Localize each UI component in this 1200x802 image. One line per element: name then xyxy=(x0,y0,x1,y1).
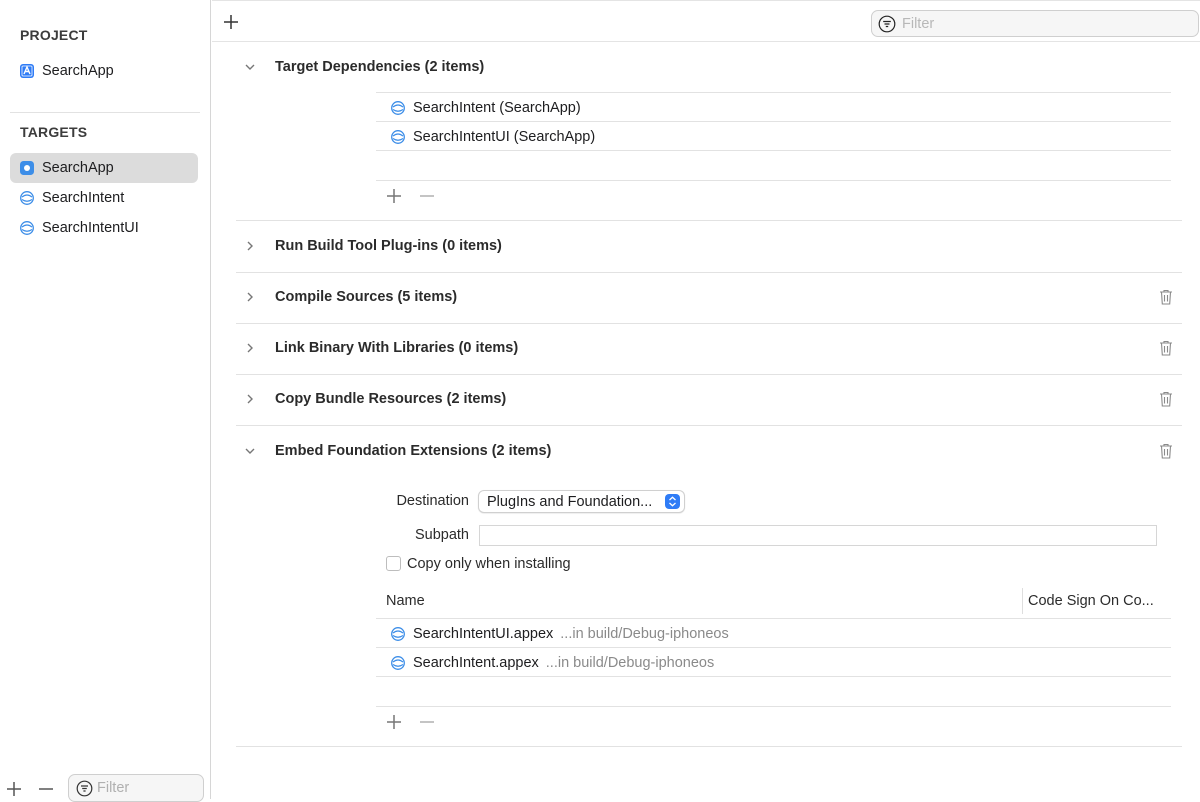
sidebar-item-label: SearchApp xyxy=(42,63,114,79)
column-header-name[interactable]: Name xyxy=(386,593,425,609)
targets-heading: TARGETS xyxy=(20,124,88,140)
subpath-label: Subpath xyxy=(414,527,469,543)
build-phases-toolbar xyxy=(212,0,1200,42)
divider xyxy=(376,180,1171,181)
file-name: SearchIntent.appex xyxy=(413,654,539,671)
sidebar-item-project-searchapp[interactable] xyxy=(10,56,198,86)
add-dependency-button[interactable] xyxy=(385,187,403,205)
section-title: Target Dependencies (2 items) xyxy=(275,59,485,75)
section-run-build-tool-header[interactable] xyxy=(236,231,502,261)
filter-icon xyxy=(76,780,93,797)
section-divider xyxy=(236,746,1182,747)
column-separator xyxy=(1022,588,1023,614)
extension-icon xyxy=(390,129,406,145)
chevron-up-down-icon xyxy=(665,494,680,509)
section-title: Embed Foundation Extensions (2 items) xyxy=(275,443,552,459)
section-divider xyxy=(236,323,1182,324)
section-embed-foundation-header[interactable] xyxy=(236,436,551,466)
chevron-right-icon xyxy=(243,341,257,355)
sidebar-item-label: SearchIntent xyxy=(42,190,125,206)
sidebar-divider xyxy=(10,112,200,113)
section-divider xyxy=(236,425,1182,426)
filter-placeholder: Filter xyxy=(902,15,935,32)
filter-icon xyxy=(878,15,896,33)
remove-target-button[interactable] xyxy=(37,780,55,798)
extension-icon xyxy=(390,655,406,671)
copy-only-label: Copy only when installing xyxy=(407,556,571,572)
section-target-dependencies-header[interactable] xyxy=(236,52,484,82)
add-target-button[interactable] xyxy=(5,780,23,798)
remove-dependency-button[interactable] xyxy=(418,187,436,205)
copy-only-checkbox[interactable] xyxy=(386,556,401,571)
extension-icon xyxy=(19,220,35,236)
file-location: ...in build/Debug-iphoneos xyxy=(560,625,729,642)
sidebar-item-label: SearchIntentUI xyxy=(42,220,139,236)
section-title: Run Build Tool Plug-ins (0 items) xyxy=(275,238,502,254)
section-link-binary-header[interactable] xyxy=(236,333,518,363)
sidebar-item-label: SearchApp xyxy=(42,160,114,176)
destination-popup[interactable] xyxy=(478,490,685,513)
file-name: SearchIntentUI.appex xyxy=(413,625,554,642)
remove-extension-button[interactable] xyxy=(418,713,436,731)
section-divider xyxy=(236,220,1182,221)
chevron-right-icon xyxy=(243,290,257,304)
section-compile-sources-header[interactable] xyxy=(236,282,457,312)
sidebar-item-target-searchintent[interactable] xyxy=(10,183,198,213)
chevron-right-icon xyxy=(243,239,257,253)
column-header-code-sign[interactable]: Code Sign On Co... xyxy=(1028,593,1154,609)
add-extension-button[interactable] xyxy=(385,713,403,731)
sidebar-item-target-searchapp[interactable] xyxy=(10,153,198,183)
destination-label: Destination xyxy=(396,493,469,509)
divider xyxy=(376,706,1171,707)
section-copy-bundle-header[interactable] xyxy=(236,384,506,414)
section-divider xyxy=(236,374,1182,375)
dependency-label: SearchIntentUI (SearchApp) xyxy=(413,128,596,145)
sidebar-item-target-searchintentui[interactable] xyxy=(10,213,198,243)
section-divider xyxy=(236,272,1182,273)
trash-icon[interactable] xyxy=(1158,442,1174,460)
file-location: ...in build/Debug-iphoneos xyxy=(545,654,715,671)
add-build-phase-button[interactable] xyxy=(222,13,240,31)
table-row[interactable] xyxy=(376,619,1171,648)
chevron-down-icon xyxy=(243,60,257,74)
table-row[interactable] xyxy=(376,648,1171,677)
trash-icon[interactable] xyxy=(1158,339,1174,357)
divider xyxy=(376,150,1171,151)
chevron-down-icon xyxy=(243,444,257,458)
trash-icon[interactable] xyxy=(1158,390,1174,408)
chevron-right-icon xyxy=(243,392,257,406)
extension-icon xyxy=(390,100,406,116)
divider xyxy=(376,676,1171,677)
section-title: Copy Bundle Resources (2 items) xyxy=(275,391,507,407)
sidebar xyxy=(0,0,211,799)
filter-placeholder: Filter xyxy=(97,780,130,796)
section-title: Link Binary With Libraries (0 items) xyxy=(275,340,519,356)
extension-icon xyxy=(390,626,406,642)
destination-value: PlugIns and Foundation... xyxy=(487,493,653,510)
list-item[interactable] xyxy=(376,93,1171,122)
list-item[interactable] xyxy=(376,122,1171,151)
sidebar-filter-input[interactable] xyxy=(68,774,204,802)
trash-icon[interactable] xyxy=(1158,288,1174,306)
build-phase-filter-input[interactable] xyxy=(871,10,1199,37)
app-target-icon xyxy=(19,160,35,176)
app-project-icon xyxy=(19,63,35,79)
project-heading: PROJECT xyxy=(20,27,88,43)
extension-icon xyxy=(19,190,35,206)
dependency-label: SearchIntent (SearchApp) xyxy=(413,99,581,116)
subpath-input[interactable] xyxy=(479,525,1157,546)
section-title: Compile Sources (5 items) xyxy=(275,289,458,305)
